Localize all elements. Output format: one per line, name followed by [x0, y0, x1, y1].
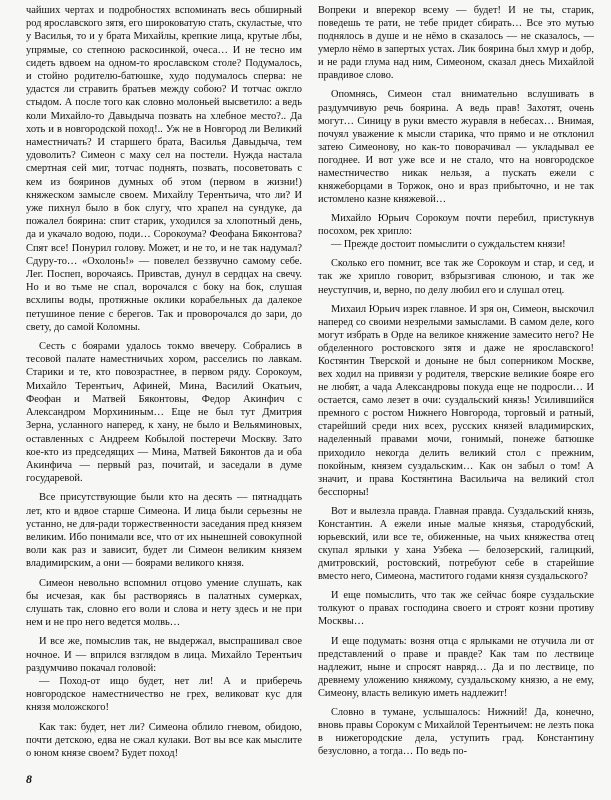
paragraph: Симеон невольно вспомнил отцово умение слушать, как бы исчезая, как бы растворяясь в палатных сумерках, слушать так, словно его воли и слова и нету здесь и не при нем и не про него ведется молвь…: [26, 577, 302, 629]
text-column-left: [26, 4, 302, 760]
paragraph: И еще подумать: возня отца с ярлыками не отучила ли от представлений о праве и правде? Как там по лествице надлежит, ныне и спросят навряд… Да и по лествице, по древнему уложению княжому, суздальскому князю, а не ему, Симеону, власть великую иметь надлежит!: [318, 635, 594, 699]
paragraph: Как так: будет, нет ли? Симеона облило гневом, обидою, почти детскою, едва не сжал кулаки. Вот вы все как мыслите о юном князе своем? Будет поход!: [26, 721, 302, 759]
paragraph: Все присутствующие были кто на десять — пятнадцать лет, кто и вдвое старше Симеона. И лица были серьезны не устанно, не для-ради торжественности заседания пред князем великим. Ибо понимали все, что от их нынешней совокупной воли как раз и зависит, будет ли Симеон великим князем владимирским, а они — боярами великого князя.: [26, 492, 302, 570]
paragraph: Словно в тумане, услышалось: Нижний! Да, конечно, вновь правы Сорокум с Михайлой Терентьичем: не лезть пока в нижегородские дела, уступить град. Константину безусловно, а тогда… По ведь по-: [318, 706, 594, 758]
paragraph: Михайло Юрьич Сорокоум почти перебил, пристукнув посохом, рек хрипло:: [318, 213, 594, 238]
text-column-right: [318, 4, 594, 758]
paragraph: — Поход-от ищо будет, нет ли! А и приберечь новгородское наместничество не грех, великоват кус для князя моложского!: [26, 675, 302, 714]
paragraph: И еще помыслить, что так же сейчас бояре суздальские толкуют о правах господина своего и строят козни противу Москвы…: [318, 590, 594, 628]
paragraph: Опомнясь, Симеон стал внимательно вслушивать в раздумчивую речь боярина. А ведь прав! Захотят, очень могут… Синицу в руки вместо журавля в небесах… Внимая, почуял уважение к мысли старика, что прямо и не отклонил затею Симеонову, но как-то поворачивал — укладывал ее погоднее. И вот уже все и не стало, что на новгородское наместничество никак нельзя, а пускать ежели с княжеборцами в Торжок, оно и враз прибыточно, и не так истомлено казне княжевой…: [318, 89, 594, 206]
paragraph: И все же, помыслив так, не выдержал, выспрашивал свое ночное. И — впрился взглядом в лица. Михайло Терентьич раздумчиво покачал головой:: [26, 636, 302, 674]
paragraph: Михаил Юрьич изрек главное. И зря он, Симеон, выскочил наперед со своими незрелыми замыслами. В самом деле, кого могут избрать в Орде на великое княжение замесито него? Не обделенного ростовского зятя и даже не ярославского! Костянтин Тверской и доныне не был соперником Москве, вех ходил на привязи у родителя, тверские великие бояре его не любят, а чада Александровы покуда еще не подросли… И остается, само лезет в очи: суздальский князь! Усилившийся премного с ростом Нижнего Новгорода, торговый и ратный, старейший среди них всех, русских князей владимирских, наделенный правами мочи, гонимый, понеже батюшке приходило некогда делить великий стол с прежним, покойным, князем суздальским… Как он забыл о том! А значит, и права Костянтина Васильича на великий стол бесспорны!: [318, 303, 594, 498]
paragraph: Сесть с боярами удалось токмо ввечеру. Собрались в тесовой палате наместничьих хором, расселись по лавкам. Старики и те, кто повозрастнее, в первом ряду. Сорокоум, Михайло Терентьич, Афиней, Мина, Василий Окатьич, Феофан и Матвей Бяконтовы, Федор Акинфич с Александром Морхининым… Еще не был тут Дмитрия Зерна, усланного наперед, к хану, не было и Вельяминовых, оставленных с Андреем Кобылой постеречи Москву. Зато кое-кто из председящих — Мина, Матвей Бяконтов да и оба Акинфича — первый раз, почитай, и заседали в думе государевой.: [26, 341, 302, 485]
paragraph: Вопреки и вперекор всему — будет! И не ты, старик, поведешь те рати, не тебе придет сбирать… Все это мутью поднялось в душе и не нёмо в сказалось — не сказалось, — умерло нёмо в запертых устах. Лик боярина был хмур и добр, и не ради глума над ним, Симеоном, сказал днесь Михайлой правдивое слово.: [318, 5, 594, 82]
paragraph: Сколько его помнит, все так же Сорокоум и стар, и сед, и так же хрипло говорит, взбрызгивая слюною, и так же неуступчив, и, верно, по делу любил его и слушал отец.: [318, 258, 594, 296]
page-number: 8: [26, 772, 32, 786]
paragraph: Вот и вылезла правда. Главная правда. Суздальский князь, Константин. А ежели иные малые князья, стародубский, юрьевский, или все те, обиженные, на чьих княжества отец скупал ярлыки у хана Узбека — белозерский, галицкий, дмитровский, ростовский, потребуют себе в старейшие вместо него, Симеона, маститого годами князя суздальского?: [318, 505, 594, 583]
paragraph: чайших чертах и подробностях вспоминать весь обширный род ярославского зятя, его широковатую стать, скуластые, что у Василья, то и у брата Михайлы, крепкие лица, крутые лбы, упрямые, со степною раскосинкой, очеса… И не тесно им сидеть вдвоем на одном-то ярославском столе? Подумалось, и стойно родителю-батюшке, худо подумалось сперва: не удастся ли стравить братьев между собою? И тотчас ожгло стыдом. А после того как словно молоньей высветило: а ведь коли Михайло-то Давыдыча позвать на хлебное место?.. Да хоть и в новгородской поход!.. Уж не в Новгород ли Великий наместничать? И старшего брата, Василья Давыдыча, тем удоволить? Симеон с маху сел на постели. Нужда настала смертная сей миг, тотчас поднять, позвать, посоветовать с кем из бояринов думных об этом (первом в жизни!) княжеском замысле своем. Михайлу Терентьича, что ли? И уже пихнул было в бок слугу, что храпел на сундуке, да пожалел боярина: спит старик, уходился за хлопотный день, да и укачало водою, поди… Сорокоума? Феофана Бяконтова? Спят все! Понурил голову. Может, и не то, и не так надумал? Сдуру-то… «Охолонь!» — повелел беззвучно самому себе. Лег. Поспеп, ворочаясь. Привстав, дунул в сердцах на свечу. Но и во тьме не спал, ворочался с боку на бок, слушая всхлипы воды, протяжные оклики корабельных да далекое петушиное пение с берегов. Так и проворочался до зари, до свету, до самой Коломны.: [26, 5, 302, 333]
paragraph: — Прежде достоит помыслити о суждальстем князи!: [331, 239, 566, 251]
